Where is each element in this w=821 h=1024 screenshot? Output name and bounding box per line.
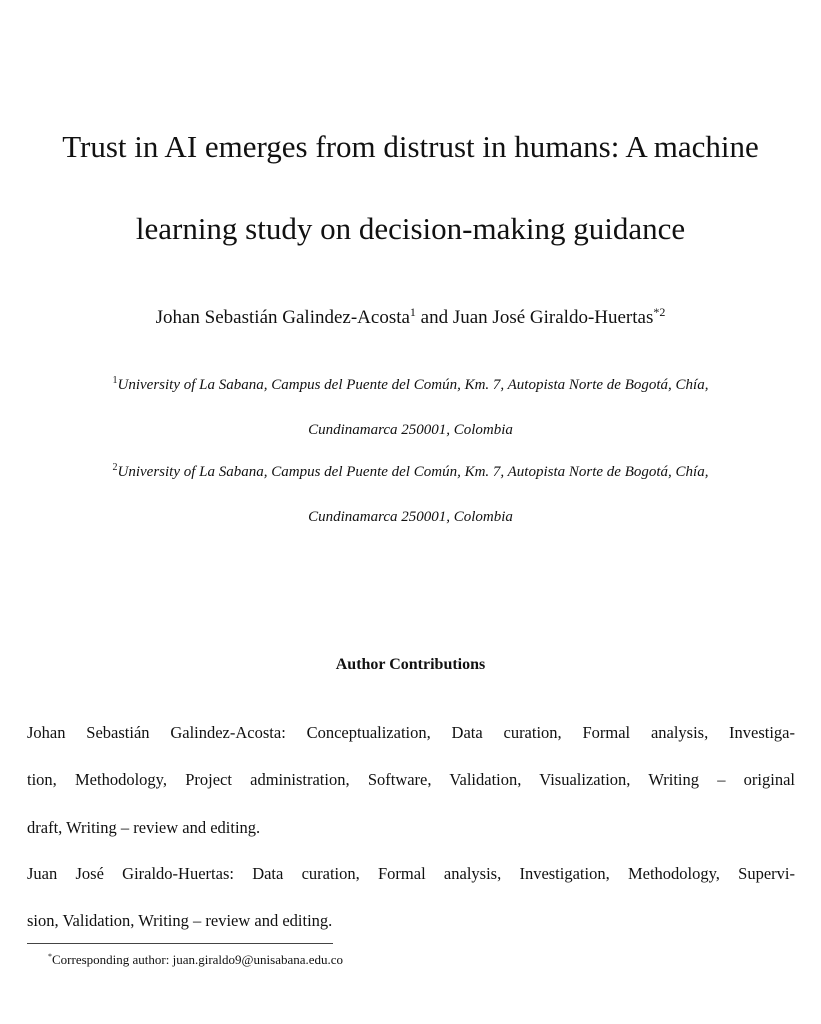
contribution-line: tion, Methodology, Project administration, Software, Validation, Visualization, Writing – original <box>27 770 795 789</box>
section-heading: Author Contributions <box>335 656 486 673</box>
author-list <box>0 306 821 330</box>
footnote-marker: * <box>48 952 52 961</box>
affiliation-2-marker: 2 <box>112 462 118 473</box>
author-2-name: Juan José Giraldo-Huertas <box>452 307 654 328</box>
affiliation-1-marker: 1 <box>112 375 118 386</box>
affiliation-2-line-2: Cundinamarca 250001, Colombia <box>308 509 513 525</box>
paper-title-line-2: learning study on decision-making guidance <box>135 211 686 246</box>
contribution-line: Juan José Giraldo-Huertas: Data curation, Formal analysis, Investigation, Methodology, Supervi- <box>27 864 795 883</box>
contribution-line: draft, Writing – review and editing. <box>27 818 261 837</box>
footnote-text: Corresponding author: juan.giraldo9@unisabana.edu.co <box>52 952 344 967</box>
author-1-name: Johan Sebastián Galindez-Acosta <box>155 307 410 328</box>
affiliation-1-text: University of La Sabana, Campus del Puente del Común, Km. 7, Autopista Norte de Bogotá, Chía, <box>117 377 709 393</box>
contribution-line: sion, Validation, Writing – review and editing. <box>27 911 333 930</box>
corresponding-author-footnote <box>48 951 343 969</box>
author-2-affil-marker: *2 <box>653 305 666 319</box>
contribution-line: Johan Sebastián Galindez-Acosta: Conceptualization, Data curation, Formal analysis, Investiga- <box>27 723 795 742</box>
footnote-divider <box>27 943 333 944</box>
affiliation-2-line-1 <box>0 462 821 482</box>
affiliation-1-line-2: Cundinamarca 250001, Colombia <box>308 422 513 438</box>
affiliation-1-line-1 <box>0 375 821 395</box>
author-connector: and <box>415 307 453 328</box>
affiliation-2-text: University of La Sabana, Campus del Puente del Común, Km. 7, Autopista Norte de Bogotá, Chía, <box>117 464 709 480</box>
paper-title-line-1: Trust in AI emerges from distrust in humans: A machine <box>62 129 759 164</box>
author-1-affil-marker: 1 <box>409 305 416 319</box>
